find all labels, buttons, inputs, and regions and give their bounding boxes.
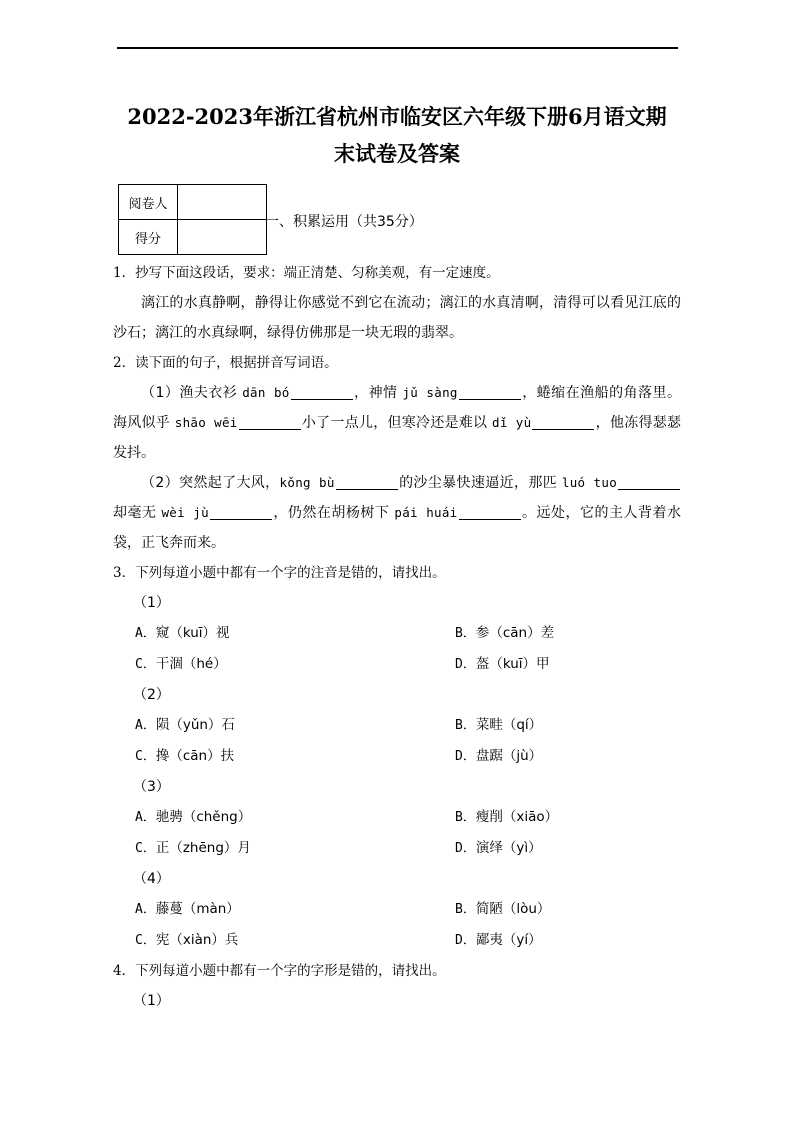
option-row <box>113 710 681 741</box>
option-row <box>113 833 681 864</box>
text-seg: 突然起了大风， <box>179 475 280 491</box>
option-key: A． <box>135 626 156 641</box>
question-1-stem <box>113 258 681 288</box>
question-4-stem-text: 下列每道小题中都有一个字的字形是错的，请找出。 <box>135 963 446 979</box>
option-text: 搀（cān）扶 <box>155 748 235 764</box>
question-2-sub-2 <box>113 468 681 558</box>
text-seg: ，仍然在胡杨树下 <box>272 505 395 521</box>
answer-blank[interactable] <box>239 429 301 430</box>
option-text: 窥（kuī）视 <box>155 625 230 641</box>
option-c[interactable] <box>113 925 433 956</box>
question-4-stem <box>113 956 681 986</box>
question-2-stem <box>113 348 681 378</box>
text-seg: ，蜷缩在渔船的角落里。海风似乎 <box>113 385 681 431</box>
option-text: 参（cān）差 <box>475 625 555 641</box>
option-text: 宪（xiàn）兵 <box>155 932 239 948</box>
section-header-block <box>113 184 681 258</box>
option-key: D． <box>455 933 476 948</box>
option-a[interactable] <box>113 710 433 741</box>
option-key: D． <box>455 841 476 856</box>
option-a[interactable] <box>113 894 433 925</box>
answer-blank[interactable] <box>459 519 521 520</box>
sub-label-2: （2） <box>141 475 179 491</box>
option-d[interactable] <box>433 649 550 680</box>
pinyin-kong-bu: kǒng bù <box>279 475 335 490</box>
option-key: C． <box>135 933 156 948</box>
option-text: 陨（yǔn）石 <box>155 717 235 733</box>
option-row <box>113 802 681 833</box>
option-key: D． <box>455 749 476 764</box>
question-2-number: 2． <box>113 355 136 371</box>
text-seg: 渔夫衣衫 <box>179 385 243 401</box>
question-1-passage: 漓江的水真静啊，静得让你感觉不到它在流动；漓江的水真清啊，清得可以看见江底的沙石；漓江的水真绿啊，绿得仿佛那是一块无瑕的翡翠。 <box>113 295 681 341</box>
pinyin-ju-sang: jǔ sàng <box>402 385 458 400</box>
pinyin-di-yu: dǐ yù <box>492 415 532 430</box>
option-text: 正（zhēng）月 <box>155 840 251 856</box>
text-seg: ，神情 <box>353 385 403 401</box>
score-table <box>118 184 267 255</box>
option-c[interactable] <box>113 741 433 772</box>
pinyin-dan-bo: dān bó <box>242 385 290 400</box>
option-row <box>113 741 681 772</box>
section-heading: 一、积累运用（共35分） <box>265 214 423 230</box>
option-key: A． <box>135 902 156 917</box>
pinyin-shao-wei: shāo wēi <box>174 415 238 430</box>
question-3-sub-1-label: （1） <box>133 595 170 611</box>
answer-blank[interactable] <box>336 489 398 490</box>
answer-blank[interactable] <box>618 489 680 490</box>
answer-blank[interactable] <box>459 399 521 400</box>
answer-blank[interactable] <box>210 519 272 520</box>
header-rule <box>117 47 678 49</box>
option-d[interactable] <box>433 833 542 864</box>
text-seg: 却毫无 <box>113 505 162 521</box>
option-text: 藤蔓（màn） <box>155 901 240 917</box>
option-row <box>113 894 681 925</box>
score-value[interactable] <box>178 220 267 255</box>
option-key: A． <box>135 810 156 825</box>
option-key: A． <box>135 718 156 733</box>
option-a[interactable] <box>113 618 433 649</box>
text-seg: ，他冻得瑟瑟发抖。 <box>113 415 681 461</box>
option-text: 简陋（lòu） <box>475 901 551 917</box>
pinyin-wei-ju: wèi jù <box>161 505 209 520</box>
question-1-number: 1． <box>113 265 136 281</box>
option-text: 菜畦（qí） <box>475 717 543 733</box>
answer-blank[interactable] <box>532 429 594 430</box>
option-b[interactable] <box>433 618 554 649</box>
question-4-sub-1-label: （1） <box>133 993 170 1009</box>
option-text: 盔（kuī）甲 <box>475 656 550 672</box>
option-text: 干涸（hé） <box>155 656 227 672</box>
option-key: B． <box>455 626 476 641</box>
option-d[interactable] <box>433 741 542 772</box>
option-b[interactable] <box>433 894 550 925</box>
option-key: C． <box>135 749 156 764</box>
grader-label: 阅卷人 <box>119 185 178 220</box>
table-row <box>119 220 267 255</box>
option-row <box>113 649 681 680</box>
option-row <box>113 925 681 956</box>
question-3-sub-3-label: （3） <box>133 779 170 795</box>
grader-value[interactable] <box>178 185 267 220</box>
option-key: C． <box>135 657 156 672</box>
question-2-stem-text: 读下面的句子，根据拼音写词语。 <box>135 355 338 371</box>
option-text: 鄙夷（yí） <box>475 932 542 948</box>
option-row <box>113 618 681 649</box>
option-key: C． <box>135 841 156 856</box>
sub-label-1: （1） <box>141 385 180 401</box>
option-text: 驰骋（chěng） <box>155 809 252 825</box>
option-key: D． <box>455 657 476 672</box>
option-key: B． <box>455 718 476 733</box>
option-a[interactable] <box>113 802 433 833</box>
option-d[interactable] <box>433 925 542 956</box>
page-title: 2022-2023年浙江省杭州市临安区六年级下册6月语文期末试卷及答案 <box>127 104 667 166</box>
option-key: B． <box>455 902 476 917</box>
option-c[interactable] <box>113 833 433 864</box>
option-text: 演绎（yì） <box>475 840 542 856</box>
question-3-stem-text: 下列每道小题中都有一个字的注音是错的，请找出。 <box>135 565 446 581</box>
question-1-stem-text: 抄写下面这段话，要求：端正清楚、匀称美观，有一定速度。 <box>135 265 500 281</box>
question-3-number: 3． <box>113 565 136 581</box>
question-2-sub-1 <box>113 378 681 468</box>
text-seg: 。远处，它的主人背着水袋，正飞奔而来。 <box>113 505 682 551</box>
option-b[interactable] <box>433 802 558 833</box>
table-row <box>119 185 267 220</box>
option-key: B． <box>455 810 476 825</box>
pinyin-pai-huai: pái huái <box>394 505 458 520</box>
question-3-stem <box>113 558 681 588</box>
answer-blank[interactable] <box>291 399 353 400</box>
question-3-sub-4-label: （4） <box>133 871 170 887</box>
pinyin-luo-tuo: luó tuo <box>561 475 618 490</box>
document-content <box>113 98 681 1016</box>
text-seg: 小了一点儿，但寒冷还是难以 <box>301 415 493 431</box>
text-seg: 的沙尘暴快速逼近，那匹 <box>398 475 562 491</box>
question-4-number: 4． <box>113 963 136 979</box>
score-label: 得分 <box>119 220 178 255</box>
option-c[interactable] <box>113 649 433 680</box>
question-3-sub-2-label: （2） <box>133 687 170 703</box>
option-text: 瘦削（xiāo） <box>475 809 559 825</box>
option-b[interactable] <box>433 710 542 741</box>
option-text: 盘踞（jù） <box>475 748 543 764</box>
